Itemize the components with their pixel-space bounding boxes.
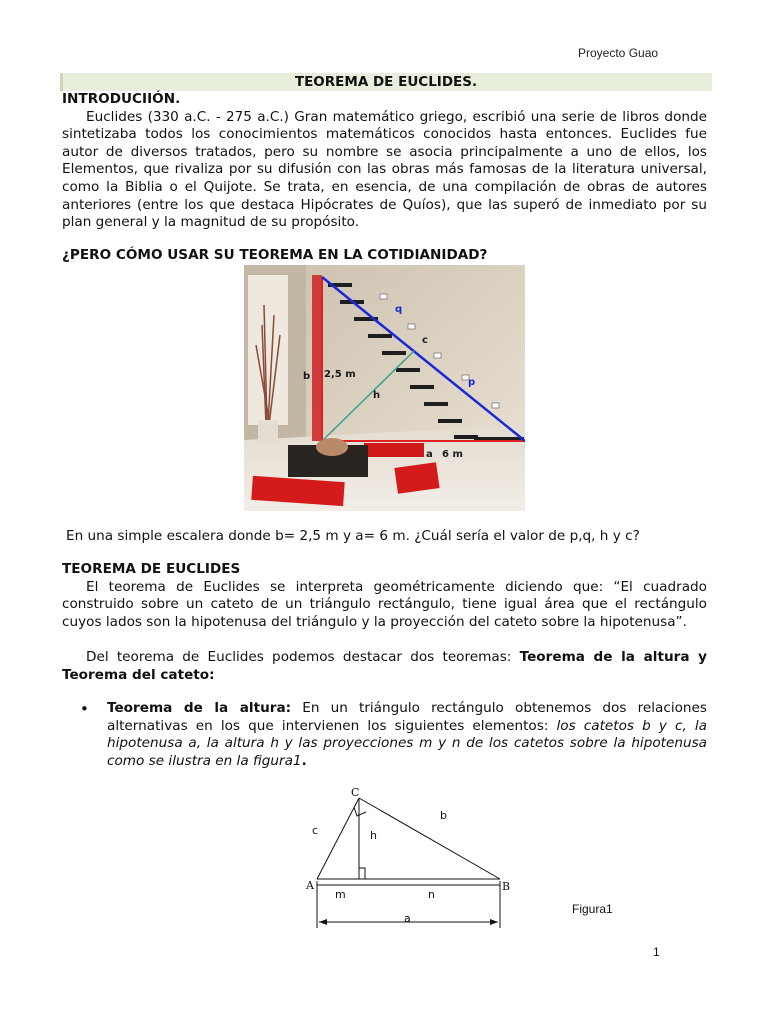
figure-label-h: h bbox=[370, 829, 377, 842]
intro-paragraph: Euclides (330 a.C. - 275 a.C.) Gran matemático griego, escribió una serie de libros donde sintetizaba todos los conocimientos matemáticos conocidos hasta entonces. Euclides fue autor de diversos tratados, pero su nombre se asocia principalmente a uno de ellos, los Elementos, que rivaliza por su difusión con las obras más famosas de la literatura universal, como la Biblia o el Quijote. Se trata, en esencia, de una compilación de obras de autores anteriores (entre los que destaca Hipócrates de Quíos), que las superó de inmediato por su plan general y la magnitud de su propósito. bbox=[62, 108, 707, 231]
page-header-project: Proyecto Guao bbox=[578, 46, 659, 60]
photo-label-c: c bbox=[422, 335, 428, 346]
triangle-figure bbox=[300, 782, 520, 932]
bullet-text: En un triángulo rectángulo obtenemos dos relaciones alternativas en los que intervienen los siguientes elementos: bbox=[107, 700, 707, 734]
bullet-italic: los catetos b y c, la hipotenusa a, la altura h y las proyecciones m y n de los catetos sobre la hipotenusa como se ilustra en la figura1 bbox=[107, 717, 707, 769]
staircase-photo bbox=[244, 265, 525, 511]
figure-caption: Figura1 bbox=[572, 902, 613, 916]
bullet-height-theorem bbox=[107, 700, 707, 770]
intro-heading: INTRODUCIIÓN. bbox=[62, 91, 181, 107]
figure-label-b: b bbox=[440, 809, 447, 822]
figure-label-n: n bbox=[428, 888, 435, 901]
photo-label-b-value: 2,5 m bbox=[324, 369, 356, 380]
theorem-heading: TEOREMA DE EUCLIDES bbox=[62, 561, 241, 577]
photo-label-a-value: 6 m bbox=[442, 449, 463, 460]
figure-label-c: c bbox=[312, 824, 319, 837]
figure-label-A: A bbox=[306, 879, 314, 892]
photo-label-h: h bbox=[373, 390, 381, 401]
figure-label-a: a bbox=[404, 912, 411, 925]
theorem-definition: El teorema de Euclides se interpreta geométricamente diciendo que: “El cuadrado construido sobre un cateto de un triángulo rectángulo, tiene igual área que el rectángulo cuyos lados son la hipotenusa del triángulo y la proyección del cateto sobre la hipotenusa”. bbox=[62, 578, 707, 630]
theorem-section bbox=[62, 561, 707, 631]
document-title: TEOREMA DE EUCLIDES. bbox=[60, 73, 712, 91]
theorem-split-names: Teorema de la altura y Teorema del cateto: bbox=[62, 649, 708, 683]
page-number: 1 bbox=[653, 945, 660, 959]
theorem-split-intro: Del teorema de Euclides podemos destacar dos teoremas: bbox=[86, 649, 520, 665]
bullet-title: Teorema de la altura: bbox=[107, 700, 292, 716]
intro-section bbox=[62, 91, 707, 232]
bullet-end: . bbox=[301, 752, 307, 769]
photo-label-a: a bbox=[426, 449, 433, 460]
figure-label-C: C bbox=[351, 786, 360, 799]
problem-statement: En una simple escalera donde b= 2,5 m y a= 6 m. ¿Cuál sería el valor de p,q, h y c? bbox=[66, 528, 640, 544]
figure-label-m: m bbox=[335, 888, 346, 901]
photo-label-p: p bbox=[468, 377, 476, 388]
photo-label-q: q bbox=[395, 304, 403, 315]
question-heading: ¿PERO CÓMO USAR SU TEOREMA EN LA COTIDIANIDAD? bbox=[62, 247, 488, 263]
figure-label-B: B bbox=[502, 880, 511, 893]
bullet-symbol: • bbox=[80, 700, 89, 718]
photo-label-b: b bbox=[303, 371, 311, 382]
theorem-split-paragraph bbox=[62, 649, 707, 684]
